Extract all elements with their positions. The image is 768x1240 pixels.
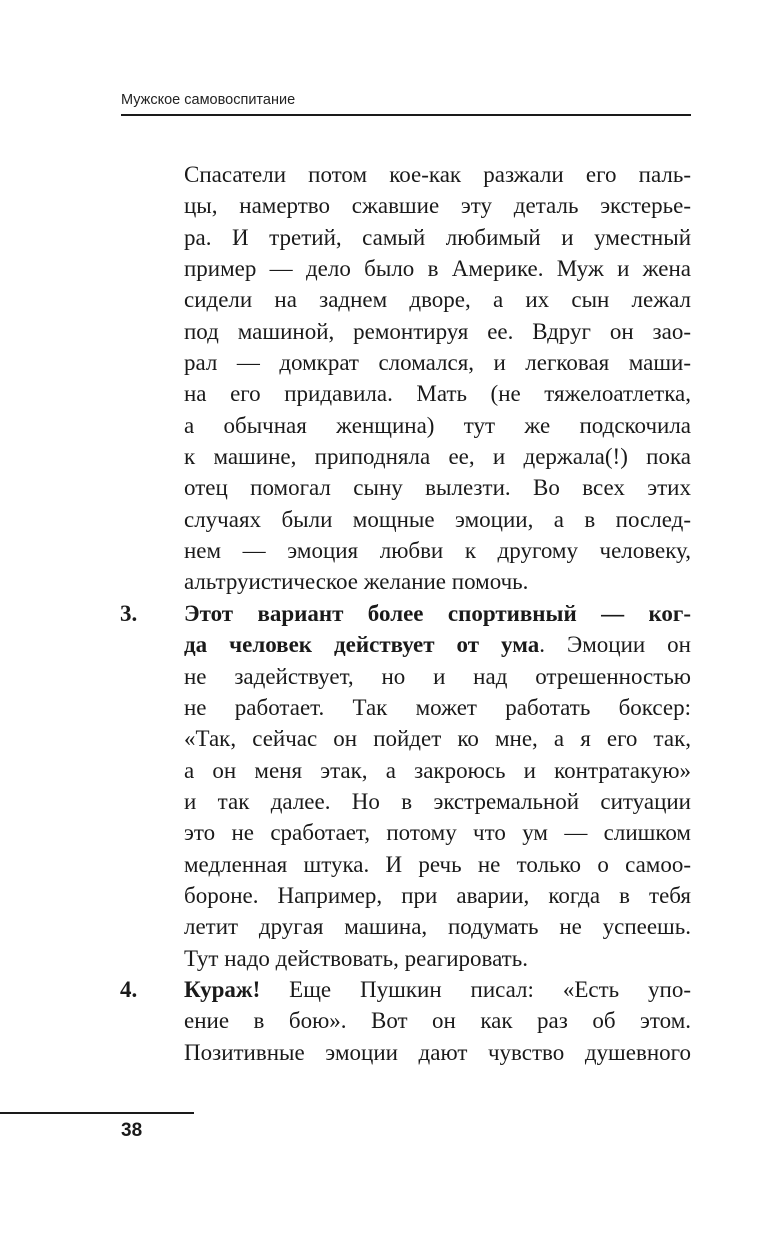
body-line: на его придавила. Мать (не тяжелоатлетка, (184, 381, 691, 407)
body-line: бороне. Например, при аварии, когда в тебя (184, 882, 691, 908)
body-line: Позитивные эмоции дают чувство душевного (184, 1039, 691, 1065)
body-line: ра. И третий, самый любимый и уместный (184, 224, 691, 250)
body-line: цы, намертво сжавшие эту деталь экстерье- (184, 193, 691, 219)
body-line: летит другая машина, подумать не успеешь. (184, 914, 691, 940)
header-rule (121, 114, 691, 116)
list-number: 3. (120, 600, 138, 626)
bold-text: Кураж! (184, 976, 261, 1002)
body-line: и так далее. Но в экстремальной ситуации (184, 788, 691, 814)
body-line: сидели на заднем дворе, а их сын лежал (184, 287, 691, 313)
list-item-3-line (120, 629, 691, 660)
body-line: это не сработает, потому что ум — слишком (184, 820, 691, 846)
body-line: к машине, приподняла ее, и держала(!) пока (184, 444, 691, 470)
body-line: нем — эмоция любви к другому человеку, (184, 538, 691, 564)
running-head: Мужское самовоспитание (121, 92, 296, 108)
body-text: Еще Пушкин писал: «Есть упо- (260, 976, 691, 1002)
body-line: не задействует, но и над отрешенностью (184, 663, 691, 689)
body-line: Тут надо действовать, реагировать. (184, 945, 528, 971)
body-line: отец помогал сыну вылезти. Во всех этих (184, 475, 691, 501)
body-line: а обычная женщина) тут же подскочила (184, 412, 691, 438)
page-body (120, 159, 691, 1068)
body-line: Спасатели потом кое-как разжали его паль- (184, 162, 691, 187)
body-line: рал — домкрат сломался, и легковая маши- (184, 350, 691, 376)
list-item-4-line (120, 974, 691, 1005)
body-line: ение в бою». Вот он как раз об этом. (184, 1008, 691, 1034)
page-number: 38 (121, 1120, 143, 1141)
bold-text: Этот вариант более спортивный — ког- (184, 600, 691, 626)
body-text: . Эмоции он (539, 632, 691, 658)
body-line: случаях были мощные эмоции, а в послед- (184, 506, 691, 532)
body-line: под машиной, ремонтируя ее. Вдруг он зао- (184, 318, 691, 344)
list-item-3-line (120, 598, 691, 629)
body-line: «Так, сейчас он пойдет ко мне, а я его так, (184, 726, 691, 752)
body-line: альтруистическое желание помочь. (184, 569, 529, 595)
body-line: не работает. Так может работать боксер: (184, 694, 691, 720)
footer-rule (0, 1112, 194, 1114)
bold-text: да человек действует от ума (184, 632, 540, 658)
body-line: а он меня этак, а закроюсь и контратакую» (184, 757, 691, 783)
body-line: медленная штука. И речь не только о самоо- (184, 851, 691, 877)
body-line: пример — дело было в Америке. Муж и жена (184, 256, 691, 282)
list-number: 4. (120, 976, 138, 1002)
